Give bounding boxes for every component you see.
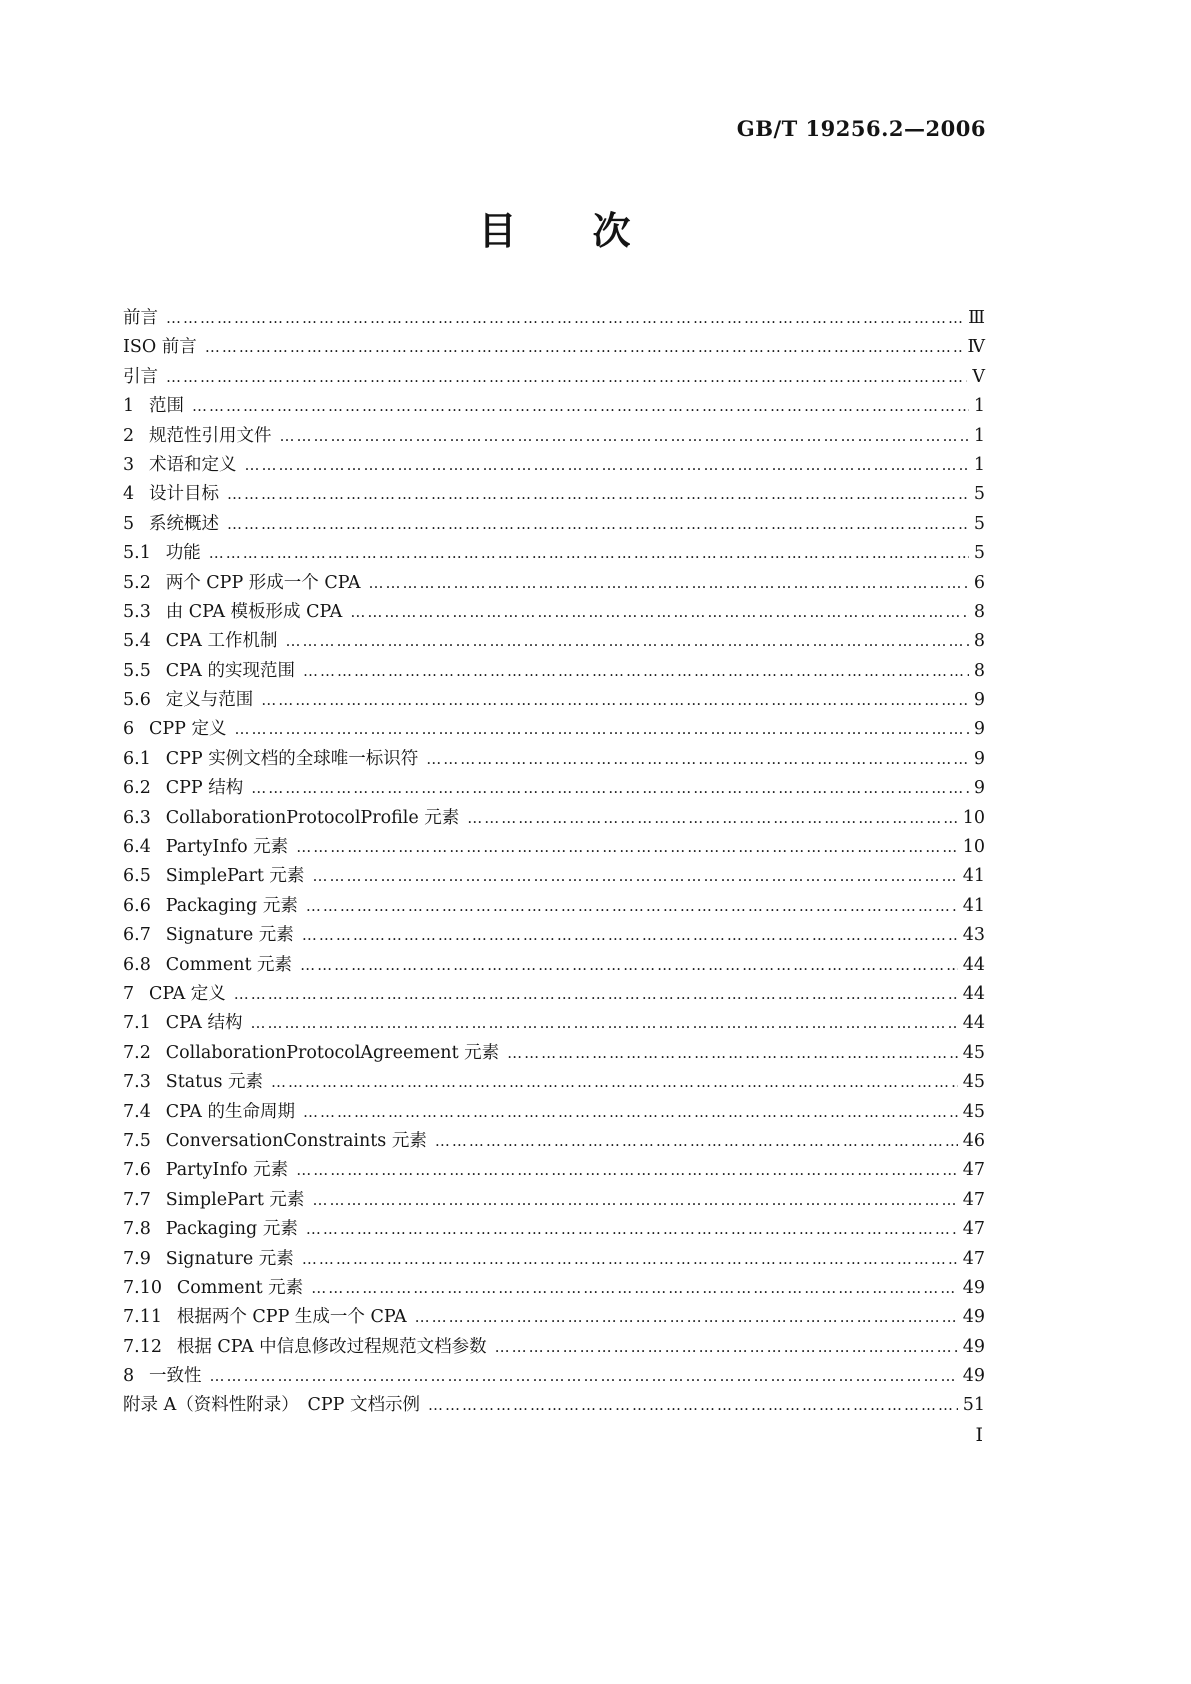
toc-entry-number: 7.12: [123, 1336, 162, 1357]
toc-entry-number: 5.5: [123, 660, 151, 681]
toc-entry: [123, 598, 985, 627]
toc-entry-number: 7.3: [123, 1072, 151, 1093]
toc-entry-page: 41: [962, 895, 985, 916]
toc-entry-number: 6.1: [123, 748, 151, 769]
toc-leader-dots: [209, 539, 969, 568]
toc-entry: [123, 539, 985, 568]
toc-entry-page: 5: [973, 513, 985, 534]
toc-entry-page: 6: [973, 572, 985, 593]
toc-entry-title: CPA 的实现范围: [165, 660, 295, 681]
toc-entry-number: 7.1: [123, 1013, 151, 1034]
toc-leader-dots: [280, 422, 969, 451]
toc-entry: [123, 1039, 985, 1068]
toc-leader-dots: [227, 480, 969, 509]
toc-entry-number: 6.4: [123, 837, 151, 858]
toc-entry: [123, 304, 985, 333]
toc-leader-dots: [435, 1127, 958, 1156]
toc-entry-number: 7.6: [123, 1160, 151, 1181]
toc-entry: [123, 1362, 985, 1391]
toc-leader-dots: [192, 392, 969, 421]
toc-entry: [123, 480, 985, 509]
toc-entry: [123, 804, 985, 833]
toc-leader-dots: [312, 1186, 957, 1215]
toc-entry-title: CPA 结构: [165, 1013, 243, 1034]
toc-entry-title: 根据两个 CPP 生成一个 CPA: [176, 1307, 407, 1328]
toc-entry-page: 47: [962, 1248, 985, 1269]
toc-entry-title: 附录 A（资料性附录） CPP 文档示例: [123, 1395, 420, 1416]
toc-entry: [123, 1333, 985, 1362]
toc-entry-number: 5.2: [123, 572, 151, 593]
toc-entry-title: SimplePart 元素: [165, 866, 305, 887]
footer-page-number: Ⅰ: [975, 1424, 983, 1446]
toc-entry-title: CPP 实例文档的全球唯一标识符: [165, 748, 419, 769]
toc-leader-dots: [235, 715, 969, 744]
toc-entry-title: CollaborationProtocolAgreement 元素: [165, 1042, 500, 1063]
toc-leader-dots: [300, 951, 958, 980]
toc-leader-dots: [306, 1215, 958, 1244]
toc-entry-page: 44: [962, 954, 985, 975]
toc-leader-dots: [285, 627, 968, 656]
toc-entry: [123, 715, 985, 744]
toc-leader-dots: [306, 892, 958, 921]
toc-leader-dots: [296, 1156, 958, 1185]
toc-leader-dots: [312, 862, 957, 891]
toc-entry: [123, 569, 985, 598]
toc-entry-title: PartyInfo 元素: [165, 837, 289, 858]
toc-entry: [123, 686, 985, 715]
toc-entry-number: 6.2: [123, 778, 151, 799]
toc-entry-page: 8: [973, 631, 985, 652]
toc-entry-number: 5.4: [123, 631, 151, 652]
toc-entry-page: Ⅲ: [968, 308, 985, 328]
toc-entry-number: 6.7: [123, 925, 151, 946]
toc-entry-page: 9: [973, 719, 985, 740]
toc-entry-title: CPA 定义: [149, 983, 226, 1004]
toc-leader-dots: [426, 745, 969, 774]
toc-leader-dots: [261, 686, 969, 715]
toc-leader-dots: [302, 1245, 958, 1274]
toc-entry-page: 1: [973, 396, 985, 417]
toc-entry-page: 43: [962, 925, 985, 946]
toc-entry-number: 7: [123, 983, 135, 1004]
toc-entry: [123, 980, 985, 1009]
toc-entry-page: 51: [962, 1395, 985, 1416]
toc-entry: [123, 1127, 985, 1156]
toc-entry-number: 7.5: [123, 1130, 151, 1151]
toc-entry-page: 1: [973, 425, 985, 446]
toc-entry-title: Status 元素: [165, 1072, 264, 1093]
toc-entry-number: 7.4: [123, 1101, 151, 1122]
toc-entry-number: 6: [123, 719, 135, 740]
toc-entry-number: 7.7: [123, 1189, 151, 1210]
toc-entry-page: 49: [962, 1336, 985, 1357]
toc-entry-number: 5.1: [123, 543, 151, 564]
toc-entry: [123, 333, 985, 362]
toc-entry-page: 9: [973, 778, 985, 799]
toc-entry: [123, 921, 985, 950]
toc-entry-page: 44: [962, 983, 985, 1004]
toc-entry-number: 6.8: [123, 954, 151, 975]
toc-leader-dots: [250, 1009, 957, 1038]
toc-entry-page: 1: [973, 454, 985, 475]
toc-entry-page: 49: [962, 1366, 985, 1387]
toc-entry: [123, 1391, 985, 1420]
toc-entry-number: 6.5: [123, 866, 151, 887]
toc-entry: [123, 862, 985, 891]
toc-entry-title: PartyInfo 元素: [165, 1160, 289, 1181]
toc-leader-dots: [166, 363, 967, 392]
toc-entry-page: 47: [962, 1189, 985, 1210]
toc-entry: [123, 1215, 985, 1244]
toc-leader-dots: [428, 1391, 958, 1420]
toc-entry-title: Signature 元素: [165, 1248, 294, 1269]
toc-entry-number: 4: [123, 484, 135, 505]
toc-entry: [123, 1098, 985, 1127]
toc-entry: [123, 1068, 985, 1097]
toc-leader-dots: [415, 1303, 958, 1332]
toc-entry-page: 49: [962, 1307, 985, 1328]
toc-entry-page: 5: [973, 484, 985, 505]
toc-entry-title: 由 CPA 模板形成 CPA: [165, 601, 343, 622]
toc-entry: [123, 363, 985, 392]
toc-entry-title: Comment 元素: [165, 954, 293, 975]
toc-entry-number: 7.10: [123, 1277, 162, 1298]
toc-entry-number: 1: [123, 396, 135, 417]
toc-leader-dots: [227, 510, 969, 539]
toc-entry: [123, 657, 985, 686]
toc-entry-title: 引言: [123, 366, 158, 387]
toc-entry-number: 6.3: [123, 807, 151, 828]
toc-entry-page: 8: [973, 660, 985, 681]
toc-entry-number: 7.8: [123, 1219, 151, 1240]
toc-entry: [123, 951, 985, 980]
toc-entry-title: 范围: [149, 396, 185, 417]
toc-entry-title: 设计目标: [149, 484, 220, 505]
toc-entry-page: Ⅴ: [972, 366, 985, 387]
toc-leader-dots: [507, 1039, 958, 1068]
toc-entry-title: Signature 元素: [165, 925, 294, 946]
toc-entry-title: Comment 元素: [176, 1277, 304, 1298]
toc-entry-title: CPP 结构: [165, 778, 244, 799]
toc-entry-page: 44: [962, 1013, 985, 1034]
toc-entry: [123, 1186, 985, 1215]
toc-entry-title: 一致性: [149, 1366, 202, 1387]
toc-leader-dots: [302, 921, 958, 950]
toc-entry: [123, 892, 985, 921]
toc-entry-title: ConversationConstraints 元素: [165, 1130, 427, 1151]
toc-entry-page: 47: [962, 1160, 985, 1181]
toc-entry-page: 8: [973, 601, 985, 622]
toc-leader-dots: [251, 774, 969, 803]
toc-entry: [123, 1156, 985, 1185]
toc-entry-page: 9: [973, 690, 985, 711]
toc-entry-page: 46: [962, 1130, 985, 1151]
toc-entry-title: 根据 CPA 中信息修改过程规范文档参数: [176, 1336, 487, 1357]
toc-leader-dots: [296, 833, 958, 862]
toc-entry-number: 7.9: [123, 1248, 151, 1269]
toc-entry-title: ISO 前言: [123, 337, 197, 358]
toc-entry-title: 定义与范围: [165, 690, 254, 711]
toc-leader-dots: [303, 657, 969, 686]
toc-entry-title: SimplePart 元素: [165, 1189, 305, 1210]
toc-entry: [123, 833, 985, 862]
toc-entry: [123, 1274, 985, 1303]
doc-number: GB/T 19256.2—2006: [736, 116, 986, 141]
toc-entry-page: 47: [962, 1219, 985, 1240]
toc-entry: [123, 1009, 985, 1038]
toc-entry-page: 45: [962, 1101, 985, 1122]
toc-leader-dots: [245, 451, 969, 480]
toc-entry: [123, 627, 985, 656]
toc-entry: [123, 774, 985, 803]
toc-entry-page: 10: [962, 807, 985, 828]
toc-entry-title: Packaging 元素: [165, 1219, 298, 1240]
toc-entry-page: Ⅳ: [967, 337, 985, 358]
toc-entry-number: 3: [123, 454, 135, 475]
toc-leader-dots: [350, 598, 969, 627]
toc-entry: [123, 422, 985, 451]
toc-entry-title: 前言: [123, 308, 158, 328]
toc-entry: [123, 1303, 985, 1332]
toc-entry-number: 5.6: [123, 690, 151, 711]
toc-entry: [123, 745, 985, 774]
toc-entry-number: 5.3: [123, 601, 151, 622]
toc-leader-dots: [495, 1333, 958, 1362]
toc-leader-dots: [467, 804, 957, 833]
toc-leader-dots: [234, 980, 958, 1009]
toc-entry-page: 9: [973, 748, 985, 769]
toc-leader-dots: [166, 304, 963, 333]
toc-entry-page: 45: [962, 1072, 985, 1093]
toc-entry: [123, 510, 985, 539]
toc-entry-title: 术语和定义: [149, 454, 237, 475]
toc-entry-title: CPP 定义: [149, 719, 227, 740]
toc-entry-number: 6.6: [123, 895, 151, 916]
toc-leader-dots: [205, 333, 963, 362]
toc-entry-page: 41: [962, 866, 985, 887]
toc-entry-number: 7.2: [123, 1042, 151, 1063]
toc-entry-title: Packaging 元素: [165, 895, 298, 916]
toc-entry-title: CPA 的生命周期: [165, 1101, 295, 1122]
toc-entry-title: 规范性引用文件: [149, 425, 272, 446]
toc-entry: [123, 1245, 985, 1274]
toc-entry: [123, 451, 985, 480]
toc-list: [123, 304, 985, 1421]
toc-leader-dots: [369, 569, 969, 598]
toc-entry-page: 10: [962, 837, 985, 858]
toc-entry-number: 8: [123, 1366, 135, 1387]
toc-leader-dots: [210, 1362, 958, 1391]
toc-entry-page: 5: [973, 543, 985, 564]
toc-entry-title: 功能: [165, 543, 201, 564]
toc-entry-number: 2: [123, 425, 135, 446]
toc-leader-dots: [311, 1274, 958, 1303]
toc-entry: [123, 392, 985, 421]
page-title: 目 次: [478, 208, 631, 253]
toc-entry-number: 5: [123, 513, 135, 534]
toc-entry-title: 两个 CPP 形成一个 CPA: [165, 572, 361, 593]
toc-leader-dots: [271, 1068, 958, 1097]
toc-entry-title: CollaborationProtocolProfile 元素: [165, 807, 460, 828]
toc-entry-page: 49: [962, 1277, 985, 1298]
toc-entry-number: 7.11: [123, 1307, 162, 1328]
toc-entry-title: 系统概述: [149, 513, 220, 534]
toc-leader-dots: [303, 1098, 958, 1127]
toc-entry-page: 45: [962, 1042, 985, 1063]
toc-entry-title: CPA 工作机制: [165, 631, 278, 652]
